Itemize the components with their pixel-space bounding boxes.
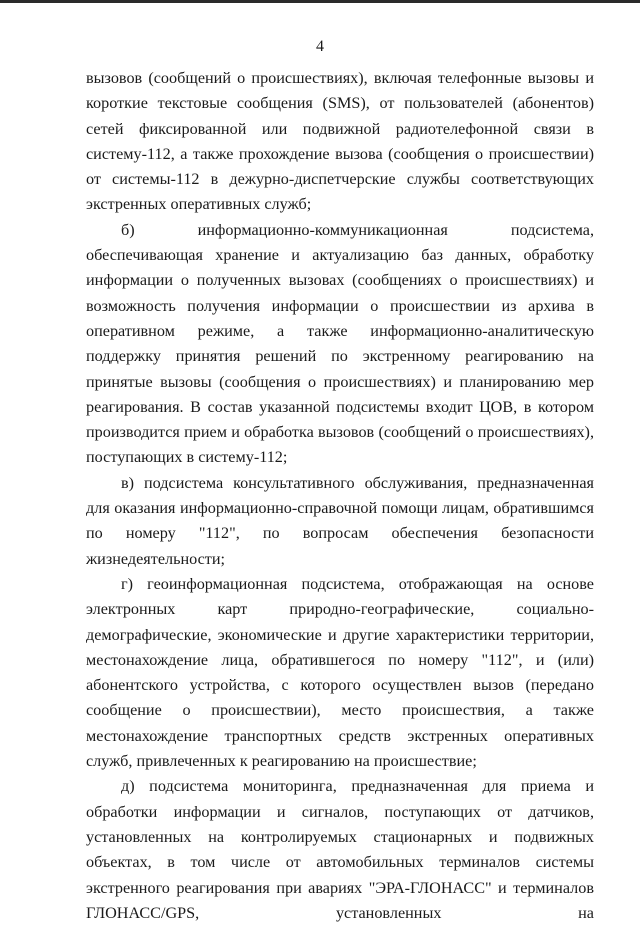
page-number: 4	[316, 38, 324, 55]
paragraph-continuation: вызовов (сообщений о происшествиях), включая телефонные вызовы и короткие текстовые сообщения (SMS), от пользователей (абонентов) сетей фиксированной или подвижной радиотелефонной связи в систему-112, а также прохождение вызова (сообщения о происшествии) от системы-112 в дежурно-диспетчерские службы соответствующих экстренных оперативных служб;	[86, 69, 594, 214]
top-border-line	[0, 0, 640, 3]
paragraph-item-d: д) подсистема мониторинга, предназначенная для приема и обработки информации и сигналов, поступающих от датчиков, установленных на контролируемых стационарных и подвижных объектах, в том числе от автомобильных терминалов системы экстренного реагирования при авариях "ЭРА-ГЛОНАСС" и терминалов ГЛОНАСС/GPS, установленных на	[86, 777, 594, 922]
paragraph-item-b: б) информационно-коммуникационная подсистема, обеспечивающая хранение и актуализацию баз данных, обработку информации о полученных вызовах (сообщениях о происшествиях) и возможность получения информации о происшествии из архива в оперативном режиме, а также информационно-аналитическую поддержку принятия решений по экстренному реагированию на принятые вызовы (сообщения о происшествиях) и планированию мер реагирования. В состав указанной подсистемы входит ЦОВ, в котором производится прием и обработка вызовов (сообщений о происшествиях), поступающих в систему-112;	[86, 220, 594, 467]
paragraph-item-v: в) подсистема консультативного обслуживания, предназначенная для оказания информационно-справочной помощи лицам, обратившимся по номеру "112", по вопросам обеспечения безопасности жизнедеятельности;	[86, 473, 594, 568]
document-body	[86, 66, 594, 926]
paragraph-item-g: г) геоинформационная подсистема, отображающая на основе электронных карт природно-географические, социально-демографические, экономические и другие характеристики территории, местонахождение лица, обратившегося по номеру "112", и (или) абонентского устройства, с которого осуществлен вызов (передано сообщение о происшествии), место происшествия, а также местонахождение транспортных средств экстренных оперативных служб, привлеченных к реагированию на происшествие;	[86, 574, 594, 771]
